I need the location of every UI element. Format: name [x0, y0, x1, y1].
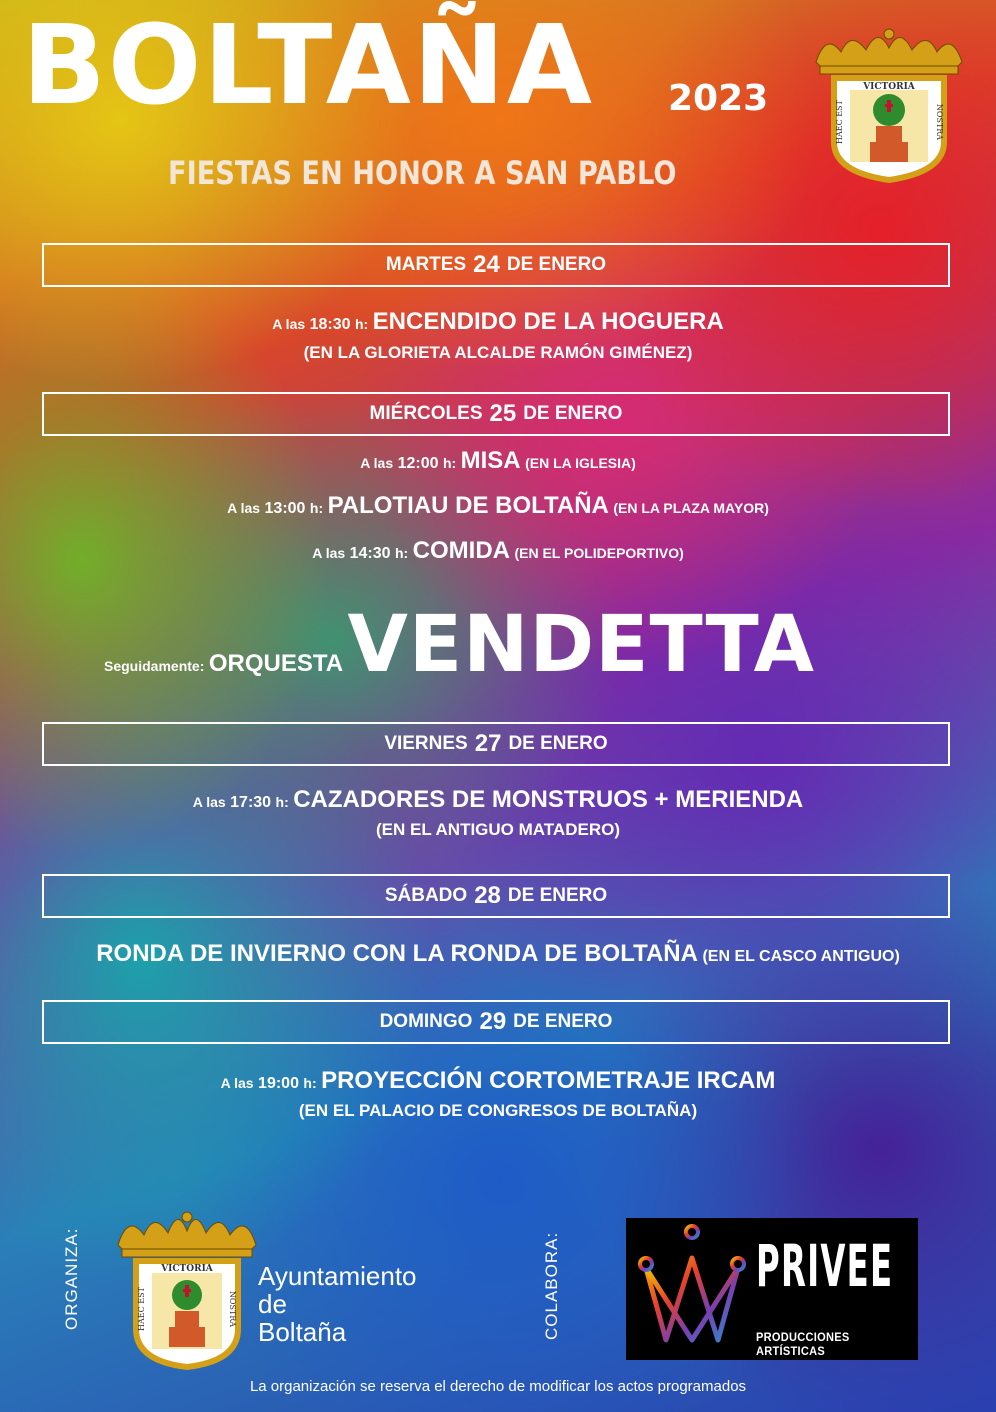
organizer-line: Boltaña [258, 1317, 347, 1347]
band-name: VENDETTA [347, 600, 815, 690]
day-header-sunday [42, 1000, 950, 1044]
event-suffix: h: [303, 1075, 317, 1091]
crest-text-right: NOSTRA [228, 1290, 237, 1328]
weekday: MARTES [385, 254, 467, 275]
event-hoguera [0, 308, 996, 336]
year-label: 2023 [668, 78, 769, 119]
day-number: 27 [474, 730, 502, 757]
month: DE ENERO [508, 733, 608, 754]
event-name: RONDA DE INVIERNO CON LA RONDA DE BOLTAÑA [96, 940, 698, 967]
event-venue: (EN LA PLAZA MAYOR) [613, 500, 769, 516]
event-comida [0, 537, 996, 565]
event-prefix: A las [312, 545, 346, 561]
weekday: VIERNES [384, 733, 468, 754]
event-prefix: A las [220, 1075, 254, 1091]
day-header-friday [42, 722, 950, 766]
event-prefix: A las [272, 316, 306, 332]
event-name: CAZADORES DE MONSTRUOS + MERIENDA [293, 786, 804, 813]
event-prefix: A las [192, 794, 226, 810]
organiza-label: ORGANIZA: [62, 1227, 81, 1330]
event-name: COMIDA [412, 537, 510, 564]
organizer-name [258, 1262, 417, 1346]
day-number: 28 [474, 882, 501, 909]
coat-of-arms-icon [806, 22, 972, 184]
event-time: 14:30 [349, 545, 391, 562]
event-orquesta [104, 600, 815, 690]
event-venue: (EN EL ANTIGUO MATADERO) [376, 820, 620, 839]
event-suffix: h: [275, 794, 289, 810]
organizer-line: de [258, 1289, 287, 1319]
event-time: 13:00 [264, 500, 306, 517]
event-venue: (EN EL POLIDEPORTIVO) [514, 545, 684, 561]
event-prefix: A las [227, 500, 261, 516]
month: DE ENERO [513, 1011, 613, 1032]
event-venue: (EN EL CASCO ANTIGUO) [702, 948, 900, 965]
event-venue: (EN LA IGLESIA) [525, 455, 636, 471]
event-name: PALOTIAU DE BOLTAÑA [327, 492, 609, 519]
weekday: SÁBADO [384, 885, 468, 906]
day-number: 29 [479, 1008, 507, 1035]
event-name: ENCENDIDO DE LA HOGUERA [372, 308, 724, 335]
colabora-label: COLABORA: [542, 1231, 561, 1340]
event-prefix: A las [360, 455, 394, 471]
event-time: 12:00 [397, 455, 439, 472]
day-number: 25 [489, 400, 517, 427]
sponsor-name: PRIVEE [756, 1232, 894, 1300]
event-venue: (EN LA GLORIETA ALCALDE RAMÓN GIMÉNEZ) [303, 343, 693, 362]
weekday: DOMINGO [379, 1011, 473, 1032]
event-time: 18:30 [309, 316, 351, 333]
month: DE ENERO [507, 885, 608, 906]
event-suffix: h: [442, 455, 457, 471]
event-suffix: h: [395, 545, 409, 561]
event-prefix: Seguidamente: [104, 658, 205, 674]
organizer-line: Ayuntamiento [258, 1261, 417, 1291]
event-time: 17:30 [230, 794, 272, 811]
event-proyeccion [0, 1067, 996, 1095]
crest-text-left: HAEC EST [137, 1287, 146, 1331]
page-title: BOLTAÑA [22, 1, 595, 129]
event-suffix: h: [309, 500, 324, 516]
crest-text-left: HAEC EST [835, 100, 844, 144]
month: DE ENERO [506, 254, 607, 275]
event-palotiau [0, 492, 996, 520]
event-name: PROYECCIÓN CORTOMETRAJE IRCAM [321, 1067, 776, 1094]
day-header-saturday [42, 874, 950, 918]
event-label: ORQUESTA [208, 650, 344, 677]
subtitle: FIESTAS EN HONOR A SAN PABLO [168, 154, 677, 192]
weekday: MIÉRCOLES [369, 403, 483, 424]
crest-text-right: NOSTRA [935, 103, 944, 141]
crown-icon [632, 1218, 752, 1360]
event-suffix: h: [354, 316, 369, 332]
day-number: 24 [473, 251, 500, 278]
crest-text-top: VICTORIA [161, 1264, 213, 1274]
sponsor-subtitle: PRODUCCIONES ARTÍSTICAS [756, 1330, 850, 1358]
event-time: 19:00 [258, 1075, 299, 1092]
disclaimer: La organización se reserva el derecho de modificar los actos programados [249, 1378, 747, 1395]
coat-of-arms-icon [112, 1205, 262, 1370]
event-cazadores [0, 786, 996, 814]
event-venue: (EN EL PALACIO DE CONGRESOS DE BOLTAÑA) [298, 1101, 698, 1120]
event-name: MISA [460, 447, 521, 474]
crest-text-top: VICTORIA [863, 82, 915, 92]
day-header-tuesday [42, 243, 950, 287]
sponsor-logo [626, 1218, 918, 1360]
month: DE ENERO [523, 403, 623, 424]
event-ronda [0, 940, 996, 968]
day-header-wednesday [42, 392, 950, 436]
event-misa [0, 447, 996, 475]
